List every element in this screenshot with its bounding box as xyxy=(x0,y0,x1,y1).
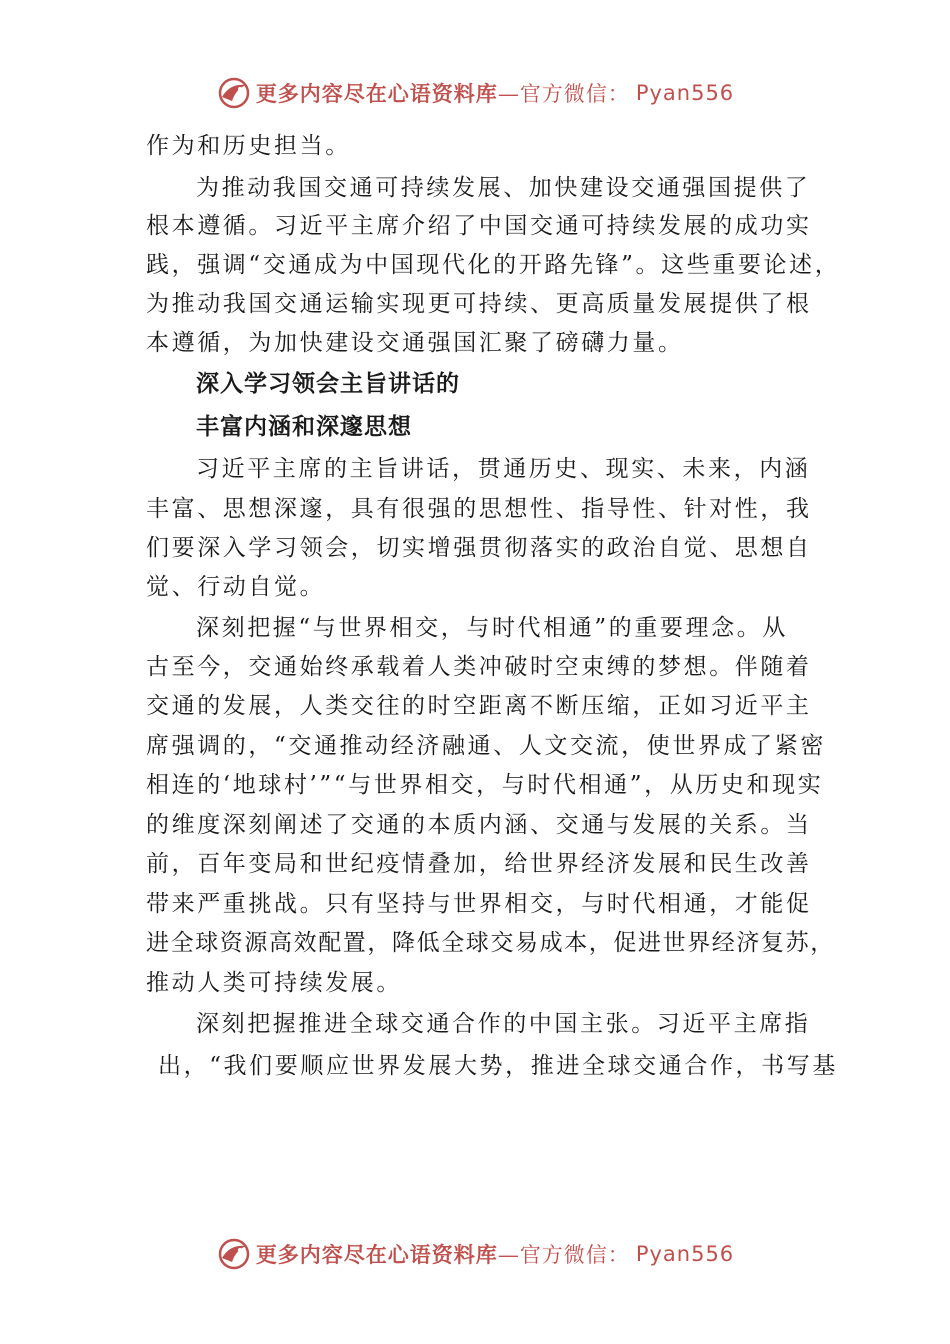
text-line: 带来严重挑战。只有坚持与世界相交，与时代相通，才能促 xyxy=(146,891,812,917)
text-line: 为推动我国交通运输实现更可持续、更高质量发展提供了根 xyxy=(146,291,812,317)
text-line: 古至今，交通始终承载着人类冲破时空束缚的梦想。伴随着 xyxy=(146,654,812,680)
text-line: 践，强调“交通成为中国现代化的开路先锋”。这些重要论述， xyxy=(146,252,841,278)
section-heading: 深入学习领会主旨讲话的 xyxy=(196,371,460,397)
text-line: 深刻把握推进全球交通合作的中国主张。习近平主席指 xyxy=(196,1011,811,1037)
bird-logo-icon xyxy=(216,1236,252,1272)
watermark-title: 更多内容尽在心语资料库 xyxy=(255,1242,498,1267)
section-heading: 丰富内涵和深邃思想 xyxy=(196,414,412,440)
text-line: 推动人类可持续发展。 xyxy=(146,970,402,996)
text-line: 席强调的，“交通推动经济融通、人文交流，使世界成了紧密 xyxy=(146,733,826,759)
watermark-banner-bottom xyxy=(0,1234,950,1274)
text-line: 出，“我们要顺应世界发展大势，推进全球交通合作，书写基 xyxy=(158,1053,838,1079)
text-line: 交通的发展，人类交往的时空距离不断压缩，正如习近平主 xyxy=(146,693,812,719)
bird-logo-icon xyxy=(216,75,252,111)
text-line: 根本遵循。习近平主席介绍了中国交通可持续发展的成功实 xyxy=(146,213,812,239)
text-line: 丰富、思想深邃，具有很强的思想性、指导性、针对性，我 xyxy=(146,496,812,522)
text-line: 的维度深刻阐述了交通的本质内涵、交通与发展的关系。当 xyxy=(146,812,812,838)
text-line: 为推动我国交通可持续发展、加快建设交通强国提供了 xyxy=(196,175,811,201)
text-line: 相连的‘地球村’”“与世界相交，与时代相通”，从历史和现实 xyxy=(146,772,824,798)
text-line: 习近平主席的主旨讲话，贯通历史、现实、未来，内涵 xyxy=(196,456,811,482)
text-line: 深刻把握“与世界相交，与时代相通”的重要理念。从 xyxy=(196,615,788,641)
watermark-banner-top xyxy=(0,73,950,113)
watermark-wechat-label: —官方微信： xyxy=(497,1243,630,1267)
text-line: 觉、行动自觉。 xyxy=(146,574,326,600)
watermark-wechat-label: —官方微信： xyxy=(497,82,630,106)
watermark-wechat-id: Pyan556 xyxy=(635,81,735,105)
text-line: 们要深入学习领会，切实增强贯彻落实的政治自觉、思想自 xyxy=(146,535,812,561)
text-line: 本遵循，为加快建设交通强国汇聚了磅礴力量。 xyxy=(146,330,684,356)
watermark-title: 更多内容尽在心语资料库 xyxy=(255,81,498,106)
text-line: 作为和历史担当。 xyxy=(146,133,351,159)
watermark-wechat-id: Pyan556 xyxy=(635,1242,735,1266)
text-line: 进全球资源高效配置，降低全球交易成本，促进世界经济复苏， xyxy=(146,930,835,956)
text-line: 前，百年变局和世纪疫情叠加，给世界经济发展和民生改善 xyxy=(146,851,812,877)
